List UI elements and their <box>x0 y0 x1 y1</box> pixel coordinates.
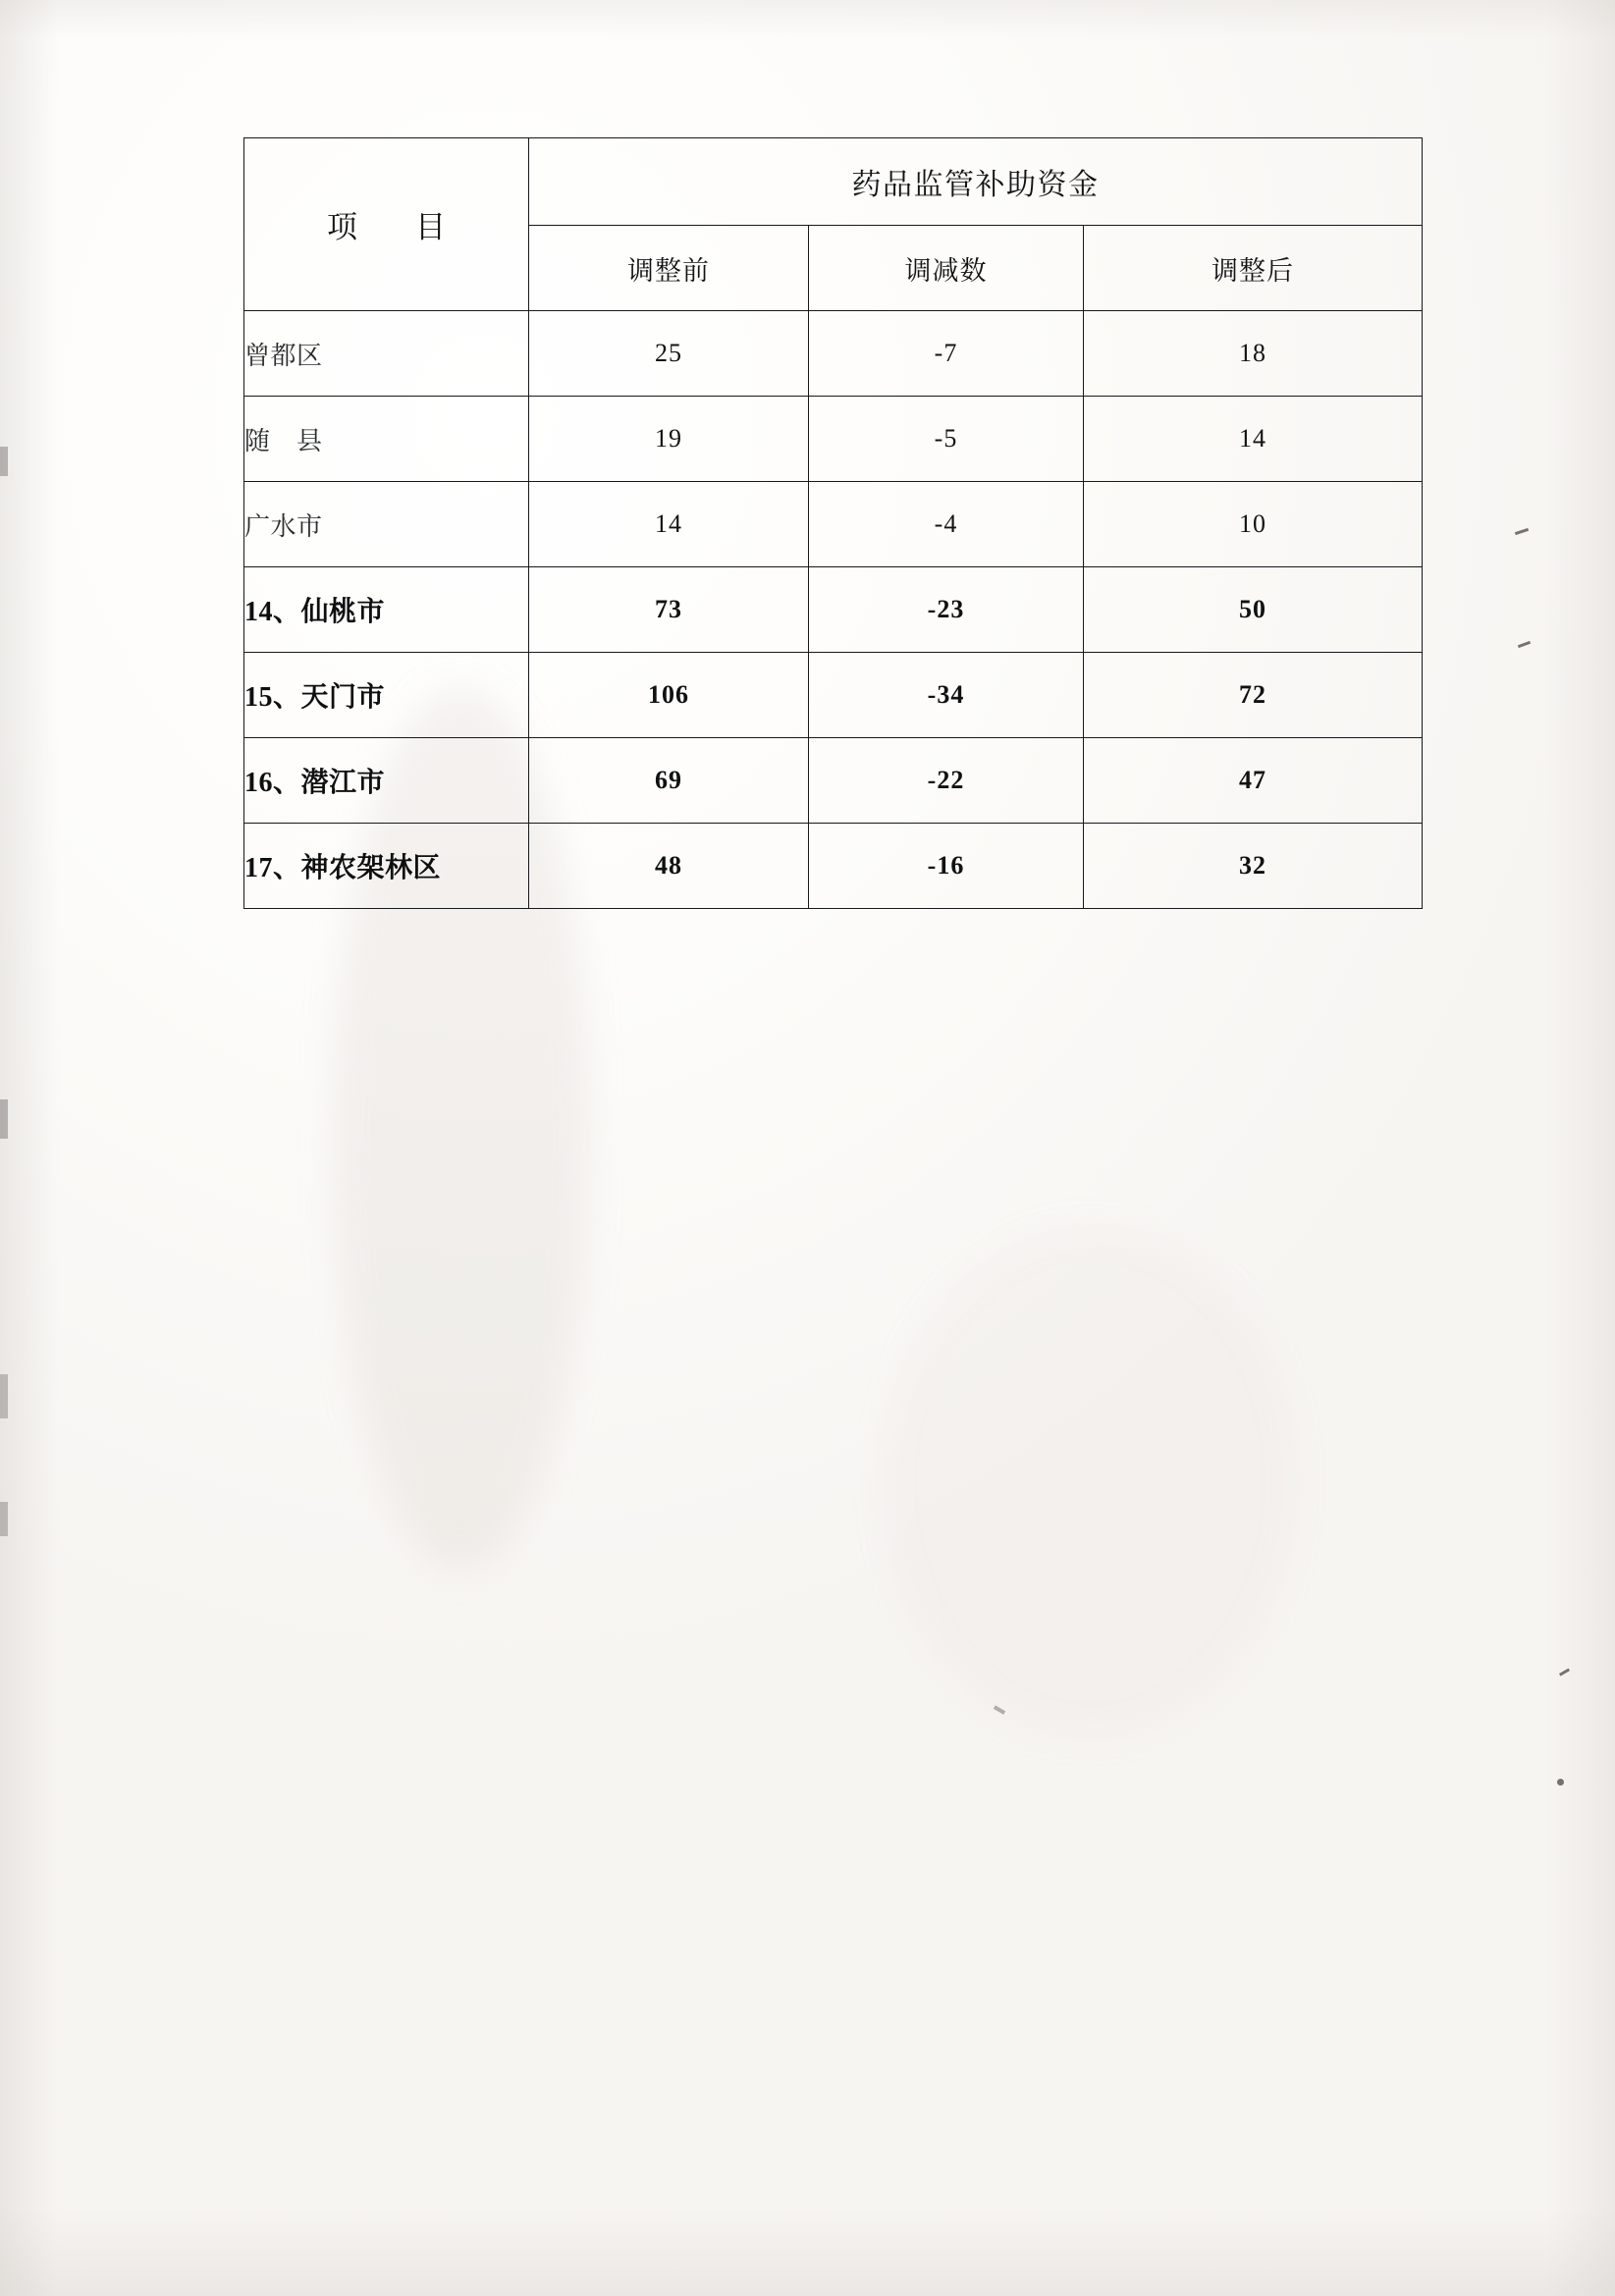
column-header-before-adjustment: 调整前 <box>529 226 809 311</box>
cell-after: 47 <box>1084 738 1423 824</box>
cell-change: -16 <box>809 824 1084 909</box>
column-header-item: 项 目 <box>244 138 529 311</box>
cell-change: -34 <box>809 653 1084 738</box>
table-row <box>244 397 1423 482</box>
row-label: 随 县 <box>244 397 529 482</box>
table-row <box>244 567 1423 653</box>
cell-before: 69 <box>529 738 809 824</box>
cell-after: 18 <box>1084 311 1423 397</box>
cell-after: 32 <box>1084 824 1423 909</box>
column-group-header-fund: 药品监管补助资金 <box>529 138 1423 226</box>
cell-after: 14 <box>1084 397 1423 482</box>
row-label: 曾都区 <box>244 311 529 397</box>
row-label: 16、潜江市 <box>244 738 529 824</box>
cell-change: -4 <box>809 482 1084 567</box>
cell-change: -23 <box>809 567 1084 653</box>
row-label: 14、仙桃市 <box>244 567 529 653</box>
table-row <box>244 482 1423 567</box>
column-header-after-adjustment: 调整后 <box>1084 226 1423 311</box>
cell-before: 14 <box>529 482 809 567</box>
row-label: 17、神农架林区 <box>244 824 529 909</box>
column-header-reduction: 调减数 <box>809 226 1084 311</box>
cell-after: 72 <box>1084 653 1423 738</box>
cell-before: 19 <box>529 397 809 482</box>
cell-before: 73 <box>529 567 809 653</box>
row-label: 广水市 <box>244 482 529 567</box>
row-label: 15、天门市 <box>244 653 529 738</box>
cell-change: -5 <box>809 397 1084 482</box>
table-header-row-1 <box>244 138 1423 226</box>
cell-change: -7 <box>809 311 1084 397</box>
cell-before: 48 <box>529 824 809 909</box>
cell-after: 10 <box>1084 482 1423 567</box>
table-row <box>244 311 1423 397</box>
table-row <box>244 824 1423 909</box>
cell-after: 50 <box>1084 567 1423 653</box>
table-row <box>244 653 1423 738</box>
cell-change: -22 <box>809 738 1084 824</box>
cell-before: 106 <box>529 653 809 738</box>
budget-adjustment-table <box>243 137 1423 909</box>
table-row <box>244 738 1423 824</box>
cell-before: 25 <box>529 311 809 397</box>
